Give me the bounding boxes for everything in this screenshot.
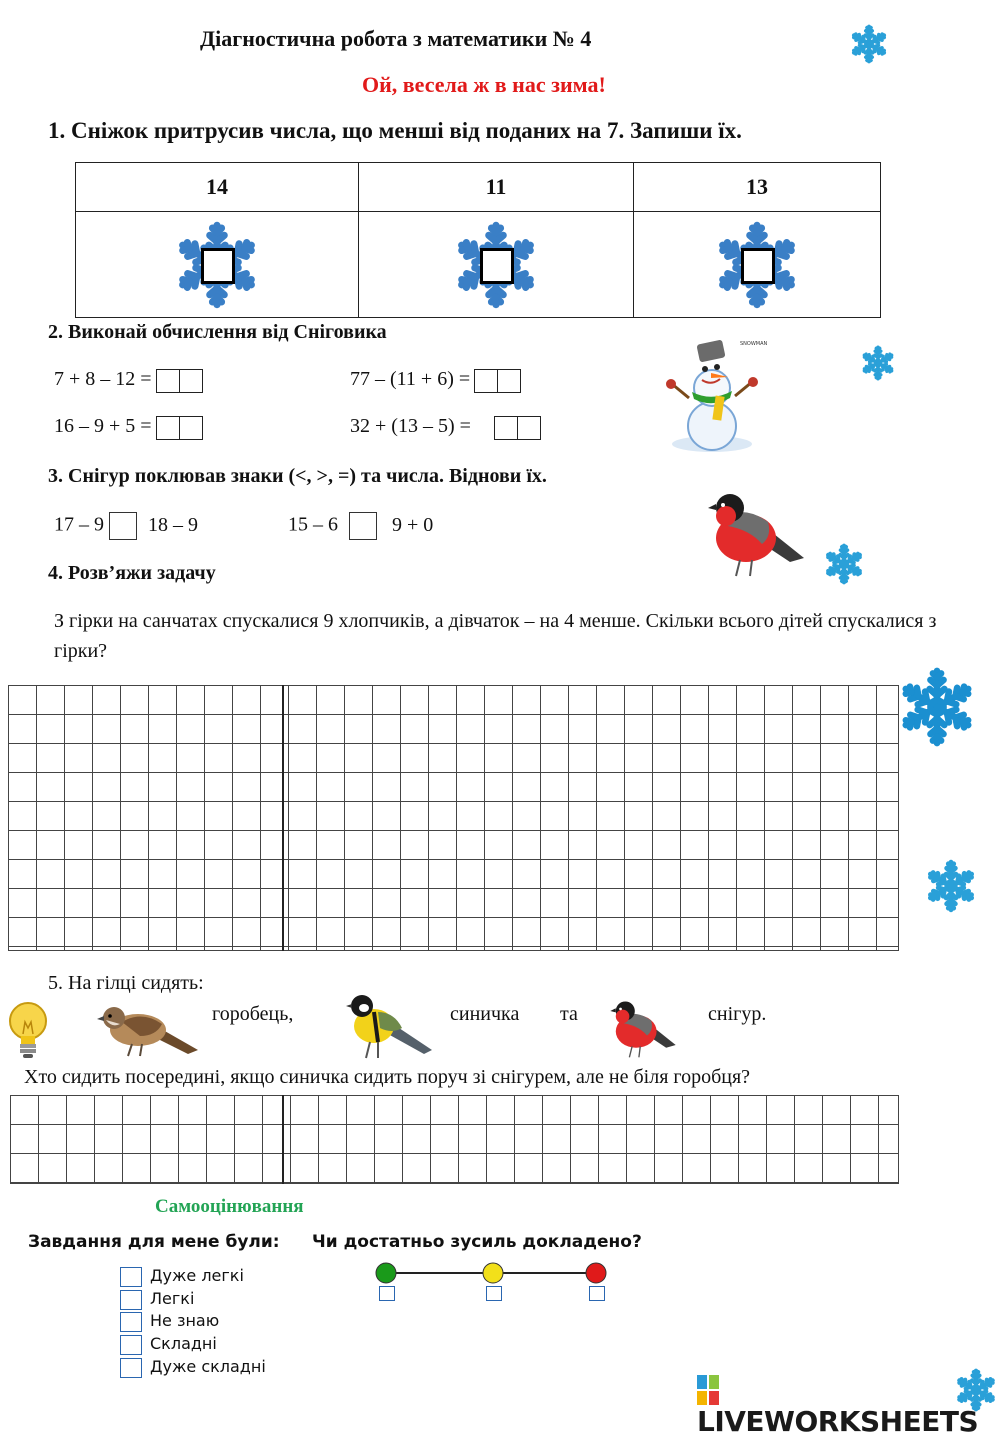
snowflake-icon [896, 662, 978, 752]
sign-input[interactable] [349, 512, 377, 540]
effort-label: Чи достатньо зусиль докладено? [312, 1232, 642, 1252]
answer-input[interactable] [157, 415, 203, 439]
page-subtitle: Ой, весела ж в нас зима! [362, 72, 606, 97]
option-checkbox[interactable] [120, 1290, 142, 1310]
task1-heading: 1. Сніжок притрусив числа, що менші від поданих на 7. Запиши їх. [48, 118, 742, 143]
task4-problem-text: З гірки на санчатах спускалися 9 хлопчиків, а дівчаток – на 4 менше. Скільки всього дітей спускалися з гірки? [54, 610, 937, 662]
sign-input[interactable] [109, 512, 137, 540]
effort-scale [372, 1261, 612, 1285]
answer-input[interactable] [157, 368, 203, 392]
self-assessment-title: Самооцінювання [155, 1196, 304, 1217]
bird-name: горобець, [212, 1003, 294, 1025]
effort-checkbox[interactable] [589, 1286, 605, 1301]
snowman-label: SNOWMAN [740, 341, 768, 347]
snowflake-icon [849, 24, 889, 64]
difficulty-option[interactable] [120, 1334, 217, 1355]
effort-checkbox[interactable] [486, 1286, 502, 1301]
option-label: Не знаю [150, 1311, 220, 1330]
expression-text: 7 + 8 – 12 = [54, 368, 152, 390]
task1-answer-cell [359, 212, 634, 318]
answer-input[interactable] [495, 415, 541, 439]
task1-answer-cell [634, 212, 881, 318]
snowflake-icon [924, 857, 978, 915]
task1-number: 13 [634, 163, 881, 212]
option-label: Складні [150, 1334, 217, 1353]
comparison-row [288, 512, 433, 540]
option-checkbox[interactable] [120, 1267, 142, 1287]
answer-input[interactable] [741, 248, 775, 284]
task4-heading: 4. Розв’яжи задачу [48, 562, 216, 584]
option-checkbox[interactable] [120, 1358, 142, 1378]
snowflake-icon [823, 543, 865, 585]
bullfinch-image [706, 486, 806, 580]
difficulty-option[interactable] [120, 1311, 219, 1332]
task1-answer-cell [76, 212, 359, 318]
expression-row [54, 368, 203, 393]
option-label: Дуже легкі [150, 1266, 244, 1285]
effort-dot-yellow [483, 1263, 503, 1283]
expression-row [350, 415, 541, 440]
sparrow-image [96, 1000, 200, 1058]
difficulty-option[interactable] [120, 1266, 244, 1287]
task5-heading: 5. На гілці сидять: [48, 972, 204, 994]
logo-badge-icon [697, 1375, 719, 1405]
task5-question: Хто сидить посередині, якщо синичка сидить поруч зі снігурем, але не біля горобця? [24, 1066, 751, 1088]
option-label: Дуже складні [150, 1357, 266, 1376]
bird-name: снігур. [708, 1003, 767, 1025]
expression-text: 32 + (13 – 5) = [350, 415, 471, 437]
logo-text: LIVEWORKSHEETS [697, 1405, 979, 1438]
expression-text: 16 – 9 + 5 = [54, 415, 152, 437]
answer-input[interactable] [201, 248, 235, 284]
option-checkbox[interactable] [120, 1335, 142, 1355]
answer-grid[interactable] [10, 1095, 899, 1184]
effort-dot-red [586, 1263, 606, 1283]
answer-input[interactable] [475, 368, 521, 392]
snowman-image [662, 336, 768, 454]
comparison-right: 9 + 0 [392, 513, 434, 536]
answer-input[interactable] [480, 248, 514, 284]
tit-image [344, 992, 434, 1062]
lightbulb-icon [7, 1000, 49, 1060]
expression-text: 77 – (11 + 6) = [350, 368, 471, 390]
expression-row [350, 368, 521, 393]
difficulty-label: Завдання для мене були: [28, 1232, 280, 1252]
page-title: Діагностична робота з математики № 4 [200, 26, 592, 51]
answer-grid[interactable] [8, 685, 899, 951]
bird-name: синичка [450, 1003, 520, 1025]
task3-heading: 3. Снігур поклював знаки (<, >, =) та числа. Віднови їх. [48, 465, 547, 487]
conjunction: та [560, 1003, 578, 1025]
task2-heading: 2. Виконай обчислення від Сніговика [48, 321, 387, 343]
difficulty-option[interactable] [120, 1357, 266, 1378]
comparison-left: 17 – 9 [54, 513, 104, 536]
snowflake-icon [954, 1368, 998, 1412]
task1-number: 14 [76, 163, 359, 212]
comparison-left: 15 – 6 [288, 513, 338, 536]
comparison-row [54, 512, 198, 540]
comparison-right: 18 – 9 [148, 513, 198, 536]
effort-checkbox[interactable] [379, 1286, 395, 1301]
option-checkbox[interactable] [120, 1312, 142, 1332]
task1-table [75, 162, 881, 318]
grid-divider [282, 1095, 284, 1184]
grid-divider [282, 685, 284, 951]
snowflake-icon [860, 345, 896, 381]
expression-row [54, 415, 203, 440]
task1-number: 11 [359, 163, 634, 212]
bullfinch-image [606, 996, 680, 1060]
effort-dot-green [376, 1263, 396, 1283]
difficulty-option[interactable] [120, 1289, 194, 1310]
option-label: Легкі [150, 1289, 195, 1308]
